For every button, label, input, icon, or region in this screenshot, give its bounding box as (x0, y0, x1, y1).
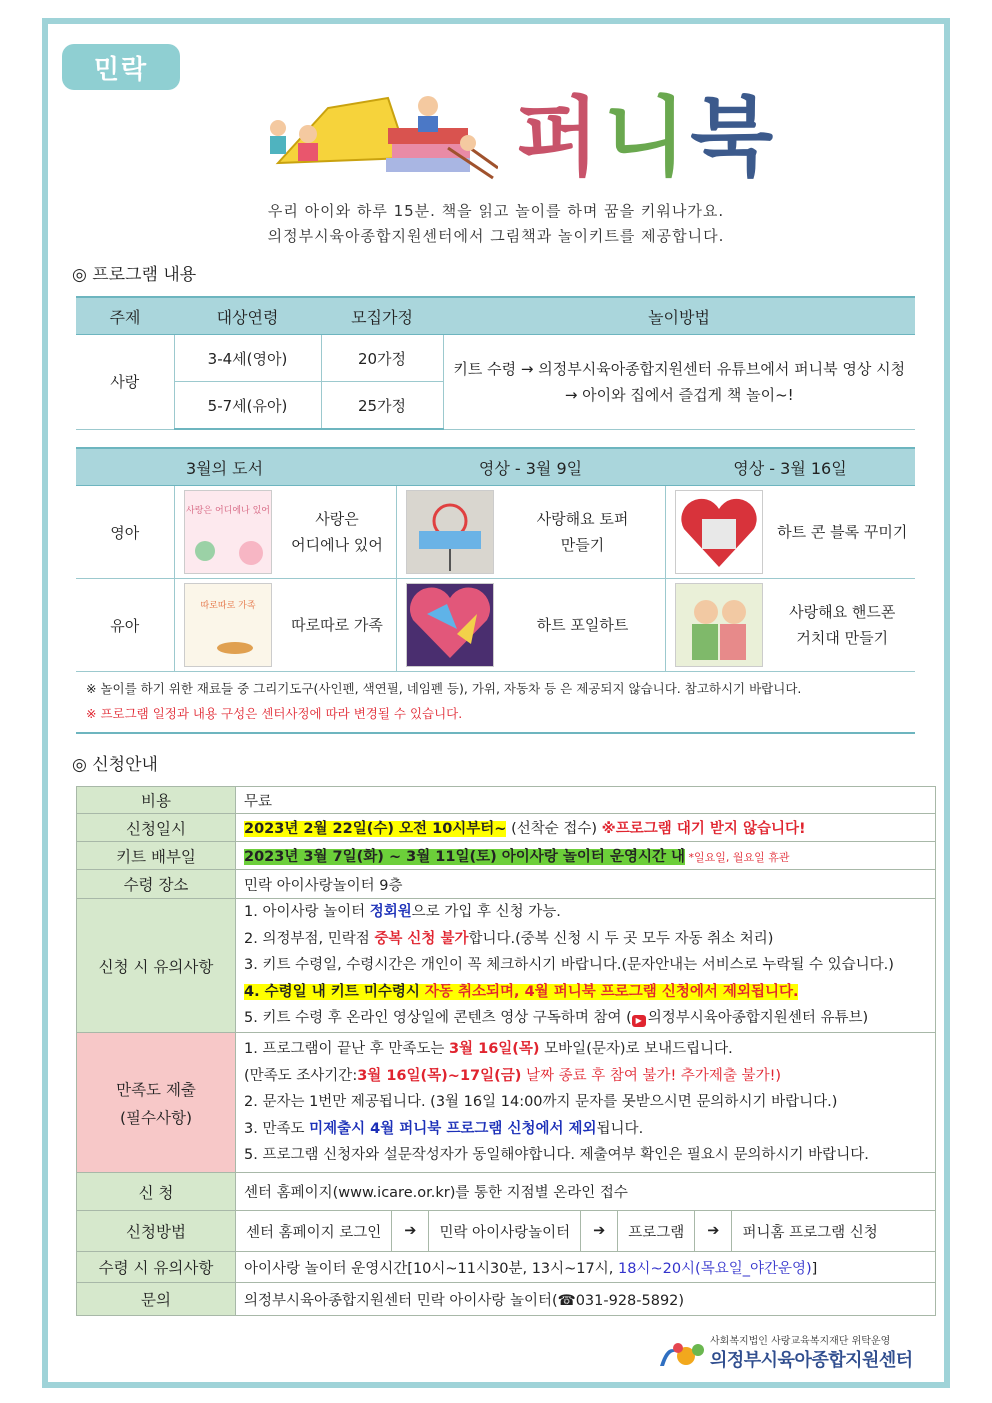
flow-step-program: 프로그램 (618, 1211, 695, 1251)
satisfaction-list: 1. 프로그램이 끝난 후 만족도는 3월 16일(목) 모바일(문자)로 보내드립니다. (만족도 조사기간:3월 16일(목)~17일(금) 날짜 종료 후 참여 불가! 추가제출 불가!) 2. 문자는 1번만 제공됩니다. (3월 16일 14:00까지 문자를 못받으시면 문의하시기 바랍니다.) 3. 만족도 미제출시 4월 퍼니북 프로그램 신청에서 제외됩니다. 5. 프로그램 신청자와 설문작성자가 동일해야합니다. 제출여부 확인은 필요시 문의하시기 바랍니다. (236, 1033, 936, 1173)
activity-cell: 사랑해요 토퍼 만들기 (396, 486, 665, 579)
inquiry-value: 의정부시육아종합지원센터 민락 아이사랑 놀이터(☎031-928-5892) (236, 1283, 936, 1316)
flow-step-branch: 민락 아이사랑놀이터 (429, 1211, 581, 1251)
topic-cell: 사랑 (76, 335, 174, 430)
note-schedule: ※ 프로그램 일정과 내용 구성은 센터사정에 따라 변경될 수 있습니다. (86, 706, 463, 721)
apply-table (76, 786, 936, 1316)
reading-children-illustration (258, 88, 498, 183)
group-cell: 영아 (76, 486, 174, 579)
register-value: 센터 홈페이지(www.icare.or.kr)를 통한 지점별 온라인 접수 (236, 1173, 936, 1211)
count-cell: 20가정 (321, 335, 443, 382)
caution-list: 1. 아이사랑 놀이터 정회원으로 가입 후 신청 가능. 2. 의정부점, 민락점 중복 신청 불가합니다.(중복 신청 시 두 곳 모두 자동 취소 처리) 3. 키트 수령일, 수령시간은 개인이 꼭 체크하시기 바랍니다.(문자안내는 서비스로 누락될 수 있습니다.) 4. 수령일 내 키트 미수령시 자동 취소되며, 4월 퍼니북 프로그램 신청에서 제외됩니다. 5. 키트 수령 후 온라인 영상일에 콘텐츠 영상 구독하며 참여 ( ▶ 의정부시육아종합지원센터 유튜브) (236, 899, 936, 1033)
book-cover-image (184, 583, 272, 667)
section-program-heading: ◎ 프로그램 내용 (72, 265, 197, 285)
youtube-icon: ▶ (632, 1015, 646, 1027)
intro-line-2: 의정부시육아종합지원센터에서 그림책과 놀이키트를 제공합니다. (267, 227, 725, 245)
book-cover-image (184, 490, 272, 574)
cost-label: 비용 (77, 787, 236, 814)
place-label: 수령 장소 (77, 870, 236, 899)
program-table (76, 296, 915, 430)
notes-box (76, 676, 915, 734)
program-title: 퍼니북 (516, 88, 778, 188)
header-topic: 주제 (76, 297, 174, 335)
method-cell: 키트 수령 → 의정부시육아종합지원센터 유튜브에서 퍼니북 영상 시청 → 아이와 집에서 즐겁게 책 놀이~! (443, 335, 915, 430)
svg-text:따로따로 가족: 따로따로 가족 (199, 601, 256, 611)
activity-cell: 하트 포일하트 (396, 579, 665, 672)
count-cell: 25가정 (321, 382, 443, 430)
note-materials: ※ 놀이를 하기 위한 재료들 중 그리기도구(사인펜, 색연필, 네임펜 등), 가위, 자동차 등 은 제공되지 않습니다. 참고하시기 바랍니다. (86, 681, 802, 696)
arrow-icon: ➔ (392, 1211, 429, 1251)
header-count: 모집가정 (321, 297, 443, 335)
age-cell: 3-4세(영아) (174, 335, 321, 382)
logo-name: 의정부시육아종합지원센터 (710, 1350, 913, 1371)
topper-craft-image (406, 490, 494, 574)
book-cell: 사랑은 어디에나 있어 사랑은 어디에나 있어 (174, 486, 396, 579)
method-label: 신청방법 (77, 1211, 236, 1252)
cost-value: 무료 (236, 787, 936, 814)
activity-cell: 하트 콘 블록 꾸미기 (665, 486, 915, 579)
center-logo-icon (656, 1336, 706, 1374)
place-value: 민락 아이사랑놀이터 9층 (236, 870, 936, 899)
header-video-1: 영상 - 3월 9일 (396, 448, 665, 486)
kit-value: 2023년 3월 7일(화) ~ 3월 11일(토) 아이사랑 놀이터 운영시간 내 *일요일, 월요일 휴관 (236, 842, 936, 870)
section-apply-heading: ◎ 신청안내 (72, 755, 158, 775)
foil-heart-image (406, 583, 494, 667)
books-table (76, 447, 915, 672)
heart-block-image (675, 490, 763, 574)
header-video-2: 영상 - 3월 16일 (665, 448, 915, 486)
flow-step-login: 센터 홈페이지 로그인 (236, 1211, 392, 1251)
satisfaction-label: 만족도 제출 (필수사항) (77, 1033, 236, 1173)
flow-step-apply: 퍼니홈 프로그램 신청 (742, 1224, 878, 1241)
receive-value: 아이사랑 놀이터 운영시간[10시~11시30분, 13시~17시, 18시~20시(목요일_야간운영)] (236, 1252, 936, 1283)
date-value: 2023년 2월 22일(수) 오전 10시부터~ (선착순 접수) ※프로그램 대기 받지 않습니다! (236, 814, 936, 842)
header-age: 대상연령 (174, 297, 321, 335)
header-books: 3월의 도서 (174, 448, 396, 486)
caution-label: 신청 시 유의사항 (77, 899, 236, 1033)
branch-badge: 민락 (62, 44, 180, 90)
svg-text:사랑은 어디에나 있어: 사랑은 어디에나 있어 (185, 506, 270, 516)
apply-flow (236, 1211, 936, 1252)
date-label: 신청일시 (77, 814, 236, 842)
phone-stand-image (675, 583, 763, 667)
kit-label: 키트 배부일 (77, 842, 236, 870)
logo-subtitle: 사회복지법인 사랑교육복지재단 위탁운영 (710, 1336, 891, 1347)
activity-cell: 사랑해요 핸드폰 거치대 만들기 (665, 579, 915, 672)
book-cell: 따로따로 가족 따로따로 가족 (174, 579, 396, 672)
arrow-icon: ➔ (695, 1211, 732, 1251)
header-method: 놀이방법 (443, 297, 915, 335)
receive-label: 수령 시 유의사항 (77, 1252, 236, 1283)
intro-line-1: 우리 아이와 하루 15분. 책을 읽고 놀이를 하며 꿈을 키워나가요. (267, 202, 725, 220)
inquiry-label: 문의 (77, 1283, 236, 1316)
center-logo (656, 1334, 916, 1374)
group-cell: 유아 (76, 579, 174, 672)
register-label: 신 청 (77, 1173, 236, 1211)
age-cell: 5-7세(유아) (174, 382, 321, 430)
arrow-icon: ➔ (581, 1211, 618, 1251)
